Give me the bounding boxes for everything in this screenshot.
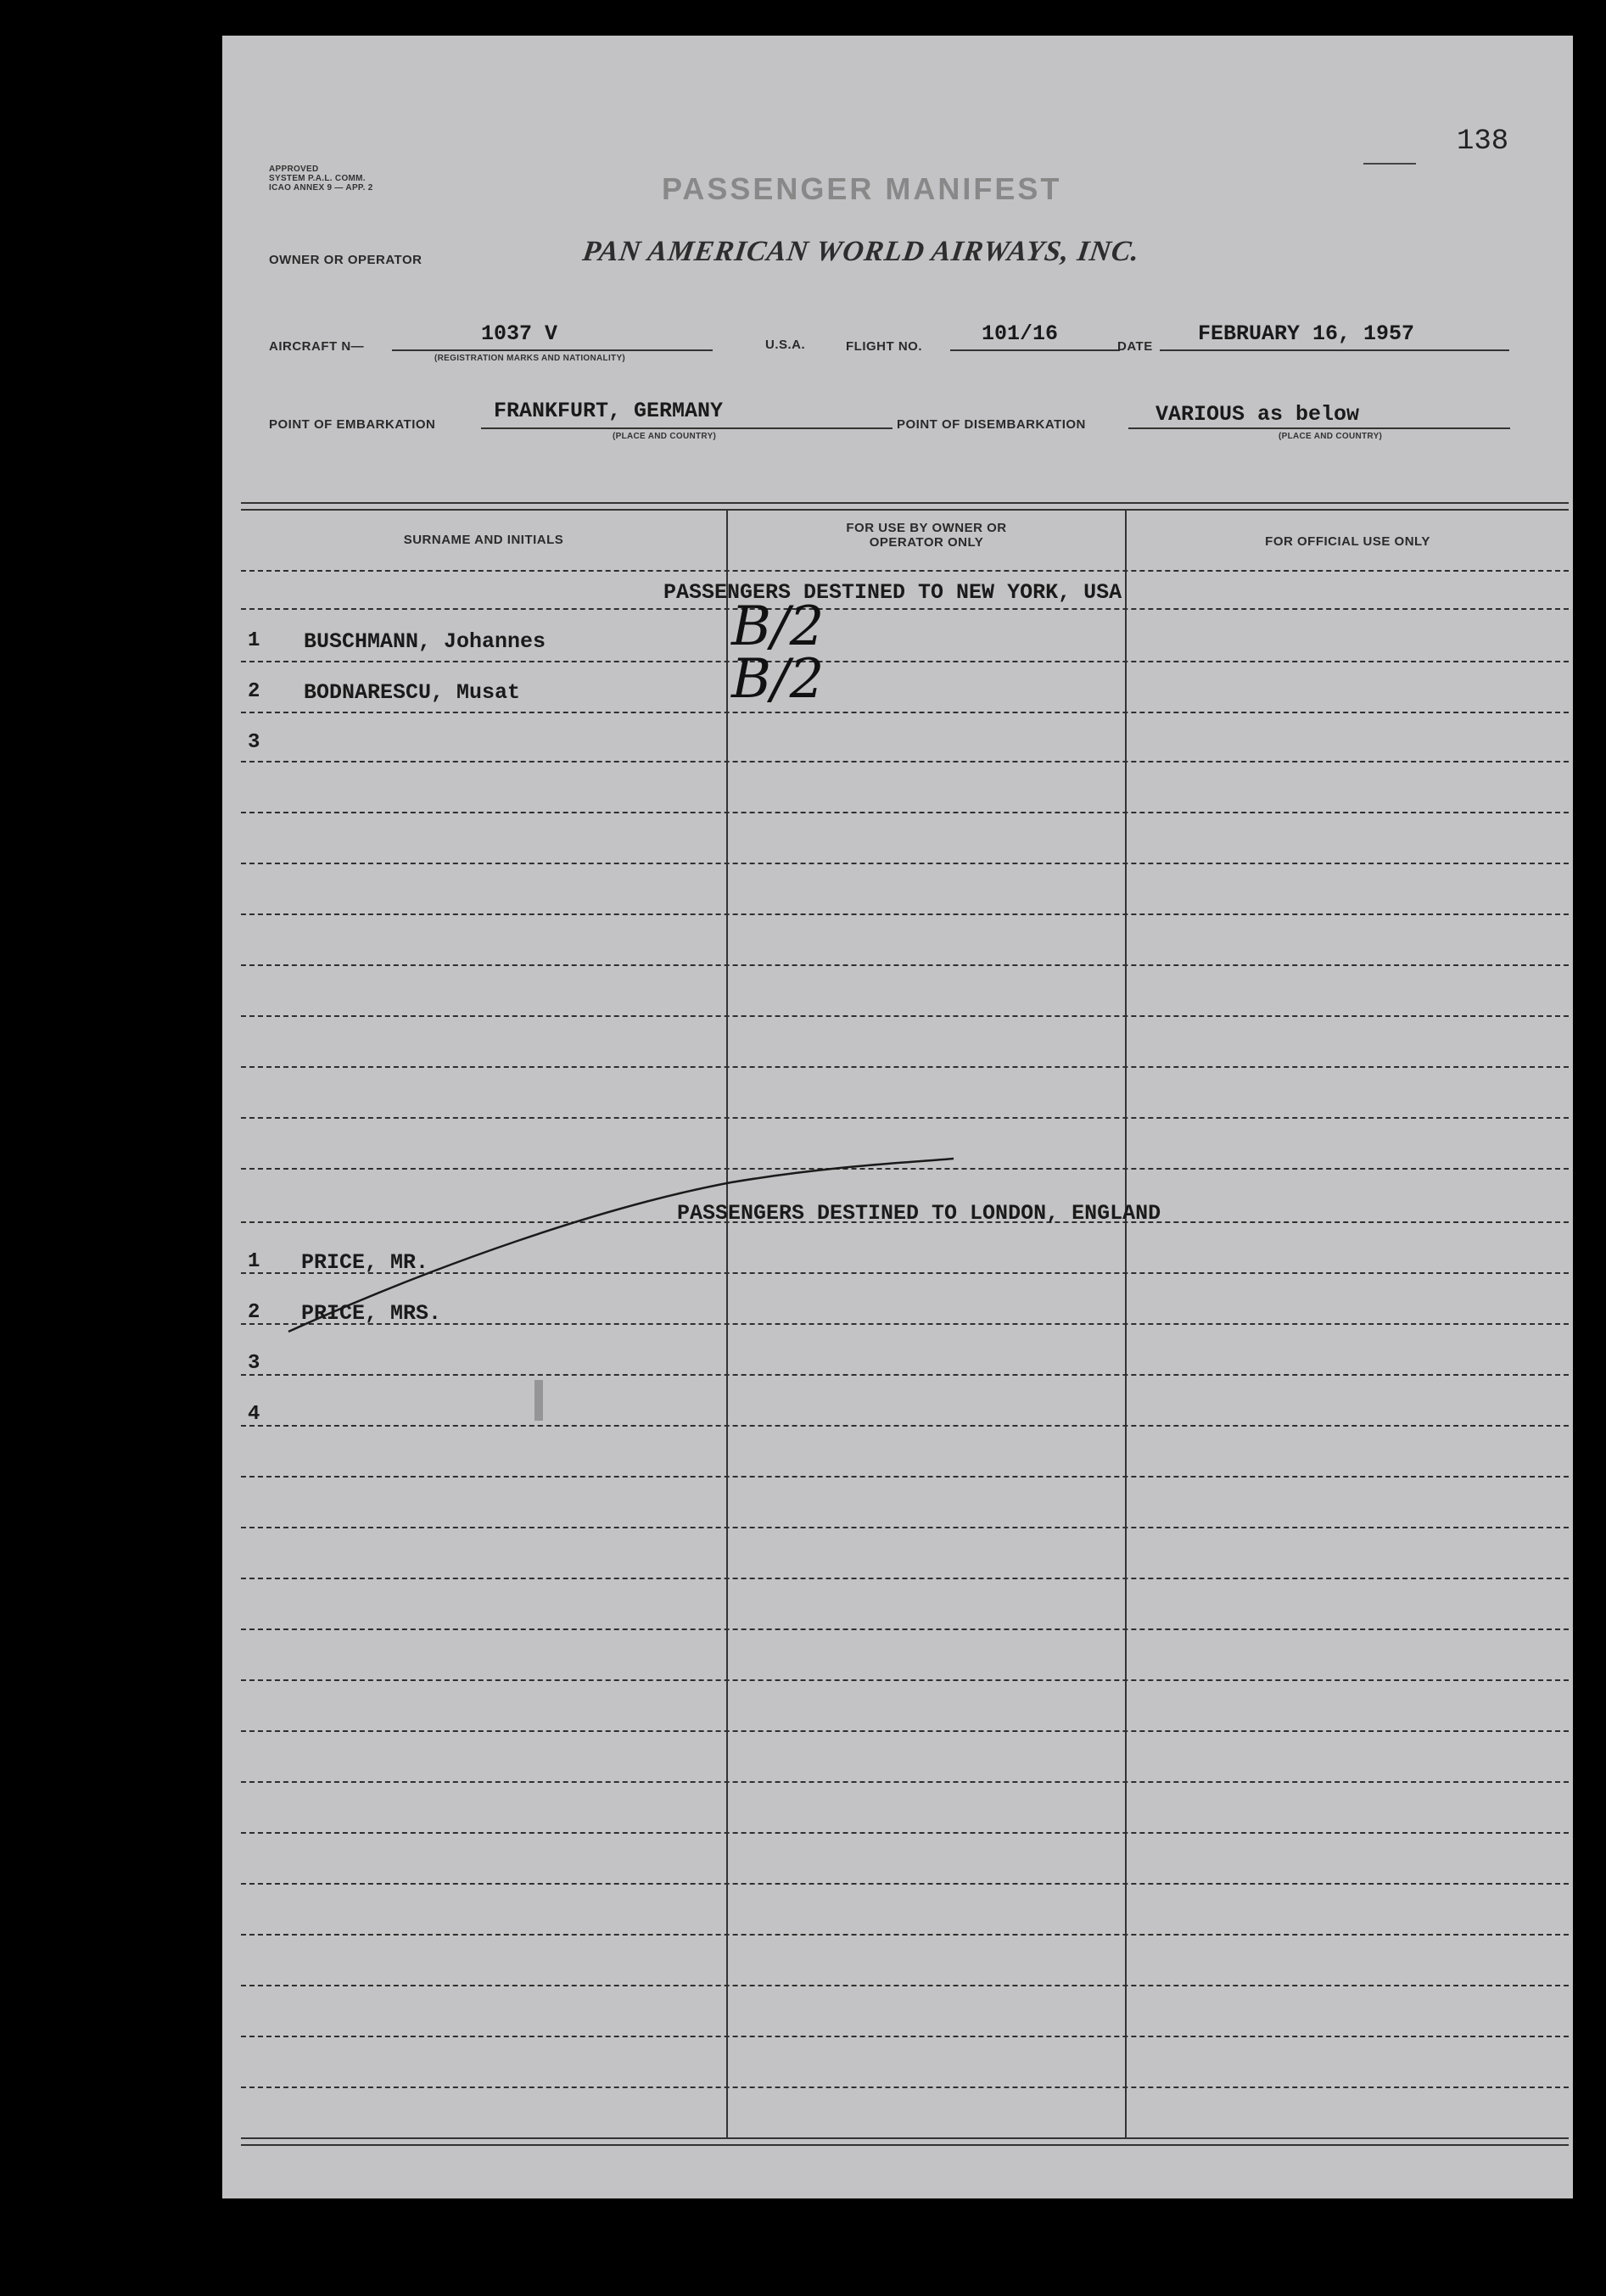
column-header-surname: SURNAME AND INITIALS (403, 533, 564, 547)
passenger-name: BODNARESCU, Musat (304, 680, 521, 705)
embarkation-sublabel: (PLACE AND COUNTRY) (613, 432, 717, 441)
date-label: DATE (1117, 339, 1153, 354)
section-heading-new-york: PASSENGERS DESTINED TO NEW YORK, USA (663, 580, 1122, 605)
row-number: 1 (248, 629, 260, 652)
column-header-owner-use: FOR USE BY OWNER OR OPERATOR ONLY (846, 521, 1007, 550)
aircraft-label: AIRCRAFT N— (269, 339, 365, 354)
manifest-page (222, 36, 1573, 2198)
passenger-name: PRICE, MR. (301, 1250, 429, 1275)
passenger-name: BUSCHMANN, Johannes (304, 629, 546, 654)
aircraft-sublabel: (REGISTRATION MARKS AND NATIONALITY) (434, 354, 626, 363)
flight-label: FLIGHT NO. (846, 339, 922, 354)
pen-stroke (222, 36, 1573, 2198)
page-title: PASSENGER MANIFEST (662, 171, 1062, 206)
handwritten-mark: B/2 (731, 595, 825, 658)
row-number: 2 (248, 1301, 260, 1324)
row-number: 3 (248, 1352, 260, 1375)
aircraft-value: 1037 V (481, 321, 558, 346)
flight-value: 101/16 (982, 321, 1059, 346)
approval-line-1: APPROVED (269, 165, 319, 174)
owner-label: OWNER OR OPERATOR (269, 253, 422, 267)
company-name: PAN AMERICAN WORLD AIRWAYS, INC. (580, 236, 1142, 267)
usa-label: U.S.A. (765, 338, 806, 352)
passenger-name: PRICE, MRS. (301, 1301, 442, 1326)
approval-line-2: SYSTEM P.A.L. COMM. (269, 174, 366, 183)
row-number: 3 (248, 731, 260, 754)
handwritten-mark: B/2 (731, 648, 825, 711)
embarkation-value: FRANKFURT, GERMANY (494, 399, 724, 423)
row-number: 2 (248, 680, 260, 703)
row-number: 4 (248, 1403, 260, 1426)
date-value: FEBRUARY 16, 1957 (1198, 321, 1415, 346)
approval-line-3: ICAO ANNEX 9 — APP. 2 (269, 183, 373, 193)
disembarkation-sublabel: (PLACE AND COUNTRY) (1279, 432, 1383, 441)
section-heading-london: PASSENGERS DESTINED TO LONDON, ENGLAND (677, 1201, 1161, 1226)
disembarkation-value: VARIOUS as below (1156, 402, 1360, 427)
disembarkation-label: POINT OF DISEMBARKATION (897, 417, 1086, 432)
column-header-official: FOR OFFICIAL USE ONLY (1265, 534, 1430, 549)
page-number: 138 (1457, 126, 1509, 158)
row-number: 1 (248, 1250, 260, 1273)
embarkation-label: POINT OF EMBARKATION (269, 417, 436, 432)
